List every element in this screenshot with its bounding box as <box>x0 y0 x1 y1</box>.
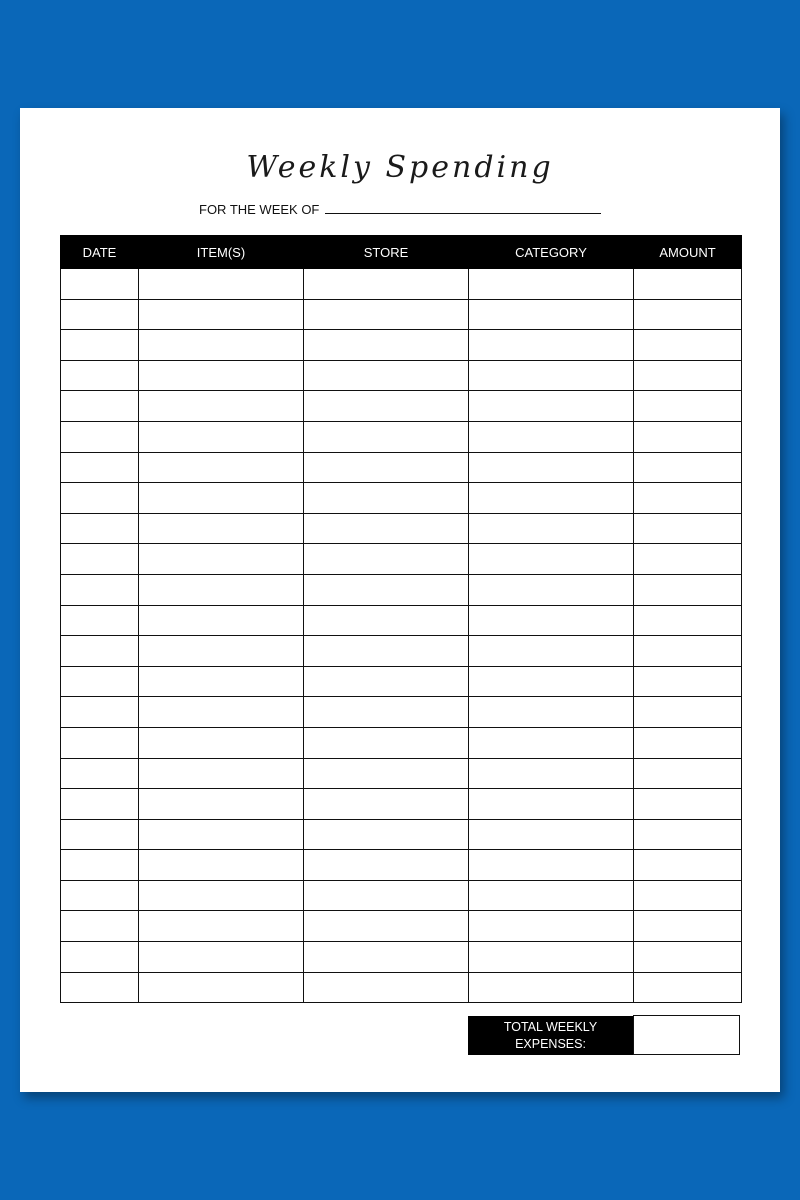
table-row <box>61 942 742 973</box>
items-cell[interactable] <box>139 574 304 605</box>
date-cell[interactable] <box>61 942 139 973</box>
store-cell[interactable] <box>304 421 469 452</box>
date-cell[interactable] <box>61 269 139 300</box>
date-cell[interactable] <box>61 483 139 514</box>
store-cell[interactable] <box>304 574 469 605</box>
items-cell[interactable] <box>139 452 304 483</box>
amount-cell[interactable] <box>634 421 742 452</box>
page-title: Weekly Spending <box>246 150 554 185</box>
amount-cell[interactable] <box>634 697 742 728</box>
amount-cell[interactable] <box>634 789 742 820</box>
items-cell[interactable] <box>139 850 304 881</box>
date-cell[interactable] <box>61 513 139 544</box>
store-cell[interactable] <box>304 452 469 483</box>
amount-cell[interactable] <box>634 911 742 942</box>
table-row <box>61 789 742 820</box>
category-cell[interactable] <box>469 697 634 728</box>
category-cell[interactable] <box>469 544 634 575</box>
table-row <box>61 911 742 942</box>
category-cell[interactable] <box>469 299 634 330</box>
amount-cell[interactable] <box>634 636 742 667</box>
date-cell[interactable] <box>61 911 139 942</box>
store-cell[interactable] <box>304 758 469 789</box>
week-of-field[interactable] <box>325 213 601 214</box>
category-cell[interactable] <box>469 972 634 1003</box>
column-header-amount: AMOUNT <box>634 236 742 269</box>
table-body <box>61 269 742 1003</box>
column-header-category: CATEGORY <box>469 236 634 269</box>
store-cell[interactable] <box>304 605 469 636</box>
items-cell[interactable] <box>139 911 304 942</box>
column-header-date: DATE <box>61 236 139 269</box>
table-row <box>61 360 742 391</box>
table-header-row <box>61 236 742 269</box>
store-cell[interactable] <box>304 483 469 514</box>
table-row <box>61 697 742 728</box>
amount-cell[interactable] <box>634 299 742 330</box>
date-cell[interactable] <box>61 972 139 1003</box>
amount-cell[interactable] <box>634 972 742 1003</box>
date-cell[interactable] <box>61 391 139 422</box>
items-cell[interactable] <box>139 605 304 636</box>
category-cell[interactable] <box>469 727 634 758</box>
store-cell[interactable] <box>304 391 469 422</box>
items-cell[interactable] <box>139 513 304 544</box>
items-cell[interactable] <box>139 666 304 697</box>
date-cell[interactable] <box>61 850 139 881</box>
items-cell[interactable] <box>139 330 304 361</box>
amount-cell[interactable] <box>634 452 742 483</box>
category-cell[interactable] <box>469 758 634 789</box>
category-cell[interactable] <box>469 605 634 636</box>
store-cell[interactable] <box>304 880 469 911</box>
date-cell[interactable] <box>61 574 139 605</box>
amount-cell[interactable] <box>634 880 742 911</box>
items-cell[interactable] <box>139 880 304 911</box>
table-row <box>61 269 742 300</box>
date-cell[interactable] <box>61 605 139 636</box>
date-cell[interactable] <box>61 758 139 789</box>
week-of-label: FOR THE WEEK OF <box>199 202 320 217</box>
total-weekly-expenses-field[interactable] <box>633 1015 740 1055</box>
category-cell[interactable] <box>469 452 634 483</box>
items-cell[interactable] <box>139 972 304 1003</box>
date-cell[interactable] <box>61 880 139 911</box>
table-row <box>61 819 742 850</box>
category-cell[interactable] <box>469 574 634 605</box>
column-header-items: ITEM(S) <box>139 236 304 269</box>
store-cell[interactable] <box>304 911 469 942</box>
table-row <box>61 666 742 697</box>
table-row <box>61 850 742 881</box>
category-cell[interactable] <box>469 360 634 391</box>
table-row <box>61 421 742 452</box>
date-cell[interactable] <box>61 421 139 452</box>
table-row <box>61 972 742 1003</box>
amount-cell[interactable] <box>634 360 742 391</box>
amount-cell[interactable] <box>634 269 742 300</box>
table-row <box>61 513 742 544</box>
column-header-store: STORE <box>304 236 469 269</box>
items-cell[interactable] <box>139 758 304 789</box>
items-cell[interactable] <box>139 697 304 728</box>
items-cell[interactable] <box>139 299 304 330</box>
amount-cell[interactable] <box>634 574 742 605</box>
table-row <box>61 452 742 483</box>
items-cell[interactable] <box>139 269 304 300</box>
store-cell[interactable] <box>304 666 469 697</box>
amount-cell[interactable] <box>634 391 742 422</box>
store-cell[interactable] <box>304 789 469 820</box>
date-cell[interactable] <box>61 452 139 483</box>
amount-cell[interactable] <box>634 605 742 636</box>
date-cell[interactable] <box>61 789 139 820</box>
amount-cell[interactable] <box>634 942 742 973</box>
table-row <box>61 636 742 667</box>
store-cell[interactable] <box>304 513 469 544</box>
amount-cell[interactable] <box>634 819 742 850</box>
category-cell[interactable] <box>469 850 634 881</box>
date-cell[interactable] <box>61 697 139 728</box>
store-cell[interactable] <box>304 697 469 728</box>
total-weekly-expenses-label: TOTAL WEEKLY EXPENSES: <box>468 1016 633 1055</box>
store-cell[interactable] <box>304 360 469 391</box>
date-cell[interactable] <box>61 544 139 575</box>
category-cell[interactable] <box>469 789 634 820</box>
category-cell[interactable] <box>469 666 634 697</box>
date-cell[interactable] <box>61 727 139 758</box>
category-cell[interactable] <box>469 421 634 452</box>
table-row <box>61 483 742 514</box>
date-cell[interactable] <box>61 819 139 850</box>
category-cell[interactable] <box>469 391 634 422</box>
category-cell[interactable] <box>469 911 634 942</box>
table-row <box>61 605 742 636</box>
store-cell[interactable] <box>304 299 469 330</box>
items-cell[interactable] <box>139 483 304 514</box>
store-cell[interactable] <box>304 330 469 361</box>
category-cell[interactable] <box>469 330 634 361</box>
amount-cell[interactable] <box>634 850 742 881</box>
store-cell[interactable] <box>304 819 469 850</box>
amount-cell[interactable] <box>634 666 742 697</box>
items-cell[interactable] <box>139 942 304 973</box>
amount-cell[interactable] <box>634 483 742 514</box>
table-row <box>61 299 742 330</box>
table-row <box>61 758 742 789</box>
store-cell[interactable] <box>304 727 469 758</box>
store-cell[interactable] <box>304 972 469 1003</box>
items-cell[interactable] <box>139 789 304 820</box>
items-cell[interactable] <box>139 360 304 391</box>
category-cell[interactable] <box>469 819 634 850</box>
table-row <box>61 727 742 758</box>
category-cell[interactable] <box>469 269 634 300</box>
amount-cell[interactable] <box>634 513 742 544</box>
items-cell[interactable] <box>139 391 304 422</box>
spending-table <box>60 235 742 1003</box>
date-cell[interactable] <box>61 299 139 330</box>
date-cell[interactable] <box>61 666 139 697</box>
store-cell[interactable] <box>304 544 469 575</box>
items-cell[interactable] <box>139 421 304 452</box>
table-row <box>61 330 742 361</box>
date-cell[interactable] <box>61 636 139 667</box>
category-cell[interactable] <box>469 636 634 667</box>
category-cell[interactable] <box>469 483 634 514</box>
date-cell[interactable] <box>61 360 139 391</box>
category-cell[interactable] <box>469 942 634 973</box>
table-row <box>61 544 742 575</box>
items-cell[interactable] <box>139 727 304 758</box>
date-cell[interactable] <box>61 330 139 361</box>
category-cell[interactable] <box>469 880 634 911</box>
amount-cell[interactable] <box>634 544 742 575</box>
store-cell[interactable] <box>304 850 469 881</box>
table-row <box>61 574 742 605</box>
table-row <box>61 880 742 911</box>
table-row <box>61 391 742 422</box>
items-cell[interactable] <box>139 544 304 575</box>
amount-cell[interactable] <box>634 727 742 758</box>
amount-cell[interactable] <box>634 758 742 789</box>
category-cell[interactable] <box>469 513 634 544</box>
items-cell[interactable] <box>139 819 304 850</box>
store-cell[interactable] <box>304 636 469 667</box>
amount-cell[interactable] <box>634 330 742 361</box>
items-cell[interactable] <box>139 636 304 667</box>
store-cell[interactable] <box>304 942 469 973</box>
store-cell[interactable] <box>304 269 469 300</box>
